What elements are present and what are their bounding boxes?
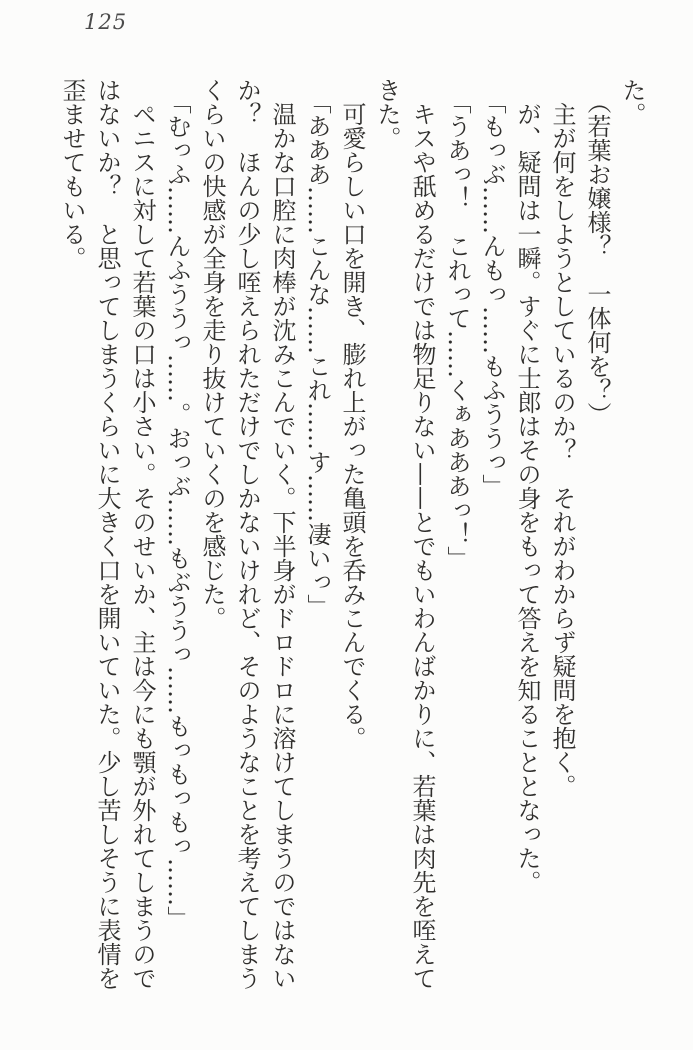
novel-paragraph: 「あああ……こんな……これ……す……凄いっ」 xyxy=(303,90,331,618)
novel-text-block xyxy=(54,78,649,1012)
novel-paragraph: 「うあっ！ これって……くぁあああっ！」 xyxy=(443,90,471,570)
novel-paragraph: 「もっぶ……んもっ……もふううっ」 xyxy=(478,90,506,498)
novel-paragraph: （若葉お嬢様？ 一体何を？） xyxy=(583,90,611,426)
novel-paragraph: 「むっふ……んふううっ……。おっぶ……もぶううっ……もっもっもっ……」 xyxy=(163,90,191,930)
novel-paragraph: キスや舐めるだけでは物足りない——とでもいわんばかりに、若葉は肉先を咥えてきた。 xyxy=(373,78,436,990)
novel-paragraph: 可愛らしい口を開き、膨れ上がった亀頭を呑みこんでくる。 xyxy=(338,102,366,750)
page-number: 125 xyxy=(84,10,128,34)
novel-paragraph: た。 xyxy=(618,78,646,126)
novel-paragraph: 温かな口腔に肉棒が沈みこんでいく。下半身がドロドロに溶けてしまうのではないか？ ほんの少し咥えられただけでしかないけれど、そのようなことを考えてしまうくらいの快感が全身を走り抜けていくのを感じた。 xyxy=(198,78,296,990)
novel-paragraph: ペニスに対して若葉の口は小さい。そのせいか、主は今にも顎が外れてしまうのではないか？ と思ってしまうくらいに大きく口を開いていた。少し苦しそうに表情を歪ませてもいる。 xyxy=(58,78,156,990)
novel-paragraph: 主が何をしようとしているのか？ それがわからず疑問を抱く。 xyxy=(548,102,576,798)
novel-paragraph: が、疑問は一瞬。すぐに士郎はその身をもって答えを知ることとなった。 xyxy=(513,102,541,894)
